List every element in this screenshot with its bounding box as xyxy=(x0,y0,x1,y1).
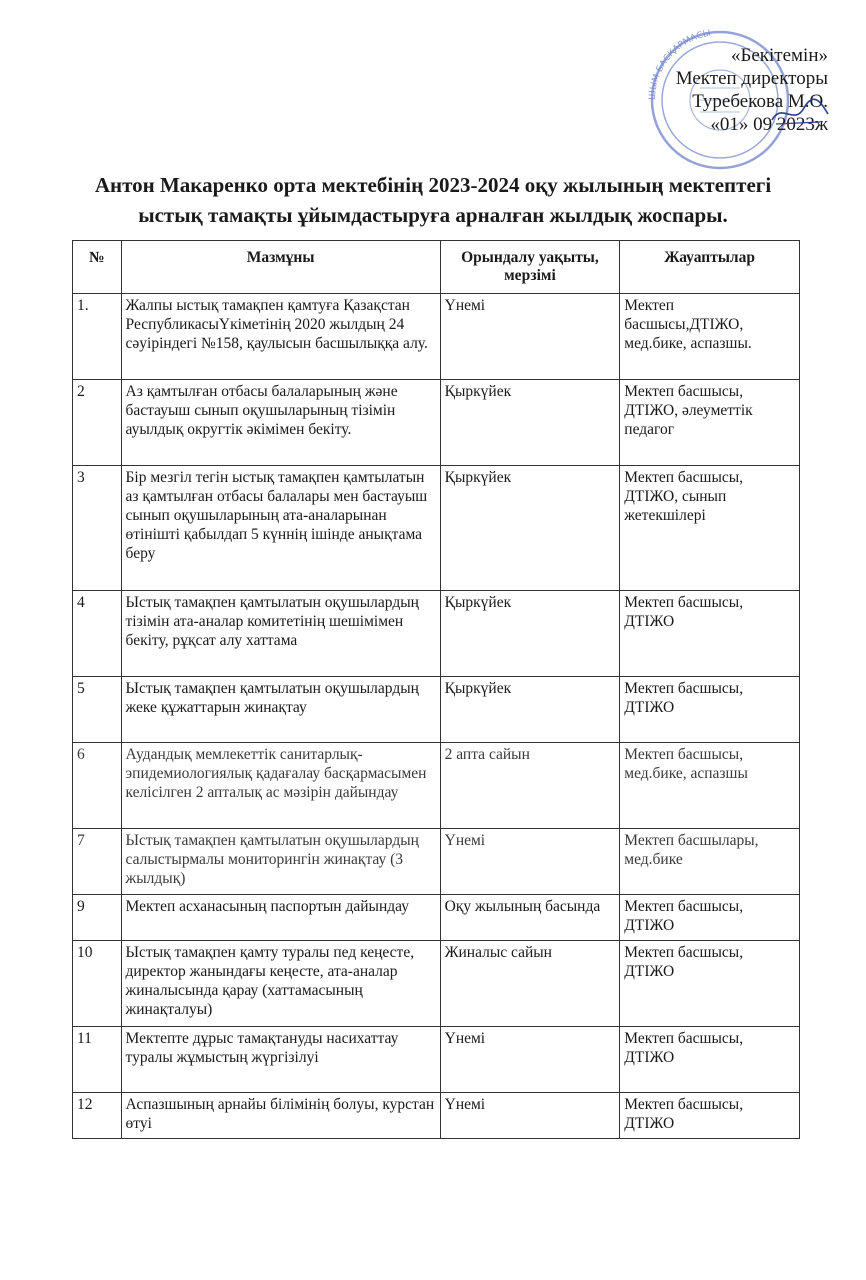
row-num: 5 xyxy=(73,677,122,743)
row-responsible: Мектеп басшысы,ДТІЖО, мед.бике, аспазшы. xyxy=(620,294,800,380)
row-time: Қыркүйек xyxy=(440,466,620,591)
table-row xyxy=(73,1027,800,1093)
row-content: Ыстық тамақпен қамтылатын оқушылардың салыстырмалы мониторингін жинақтау (3 жылдық) xyxy=(121,829,440,895)
row-content: Ыстық тамақпен қамтылатын оқушылардың жеке құжаттарын жинақтау xyxy=(121,677,440,743)
row-num: 6 xyxy=(73,743,122,829)
row-num: 12 xyxy=(73,1093,122,1139)
row-time: Жиналыс сайын xyxy=(440,941,620,1027)
row-content: Мектеп асханасының паспортын дайындау xyxy=(121,895,440,941)
row-content: Бір мезгіл тегін ыстық тамақпен қамтылатын аз қамтылған отбасы балалары мен бастауыш сынып оқушыларының ата-аналарынан өтінішті қабылдап 5 күннің ішінде анықтама беру xyxy=(121,466,440,591)
row-content: Аспазшының арнайы білімінің болуы, курстан өтуі xyxy=(121,1093,440,1139)
row-content: Мектепте дұрыс тамақтануды насихаттау туралы жұмыстың жүргізілуі xyxy=(121,1027,440,1093)
row-responsible: Мектеп басшысы, ДТІЖО xyxy=(620,591,800,677)
row-time: Оқу жылының басында xyxy=(440,895,620,941)
table-row xyxy=(73,895,800,941)
stamp-text: ШЫМ БАСҚАРМАСЫ xyxy=(647,28,712,101)
row-num: 7 xyxy=(73,829,122,895)
table-header-row xyxy=(73,241,800,294)
row-time: Қыркүйек xyxy=(440,380,620,466)
row-responsible: Мектеп басшылары, мед.бике xyxy=(620,829,800,895)
table-row xyxy=(73,1093,800,1139)
signature xyxy=(770,98,830,128)
table-row xyxy=(73,466,800,591)
table-row xyxy=(73,743,800,829)
row-num: 3 xyxy=(73,466,122,591)
row-time: Қыркүйек xyxy=(440,677,620,743)
document-title xyxy=(0,170,866,230)
row-num: 11 xyxy=(73,1027,122,1093)
row-content: Ыстық тамақпен қамтылатын оқушылардың тізімін ата-аналар комитетінің шешімімен бекіту, рұқсат алу хаттама xyxy=(121,591,440,677)
row-time: Үнемі xyxy=(440,829,620,895)
row-responsible: Мектеп басшысы, ДТІЖО xyxy=(620,677,800,743)
row-num: 1. xyxy=(73,294,122,380)
table-row xyxy=(73,380,800,466)
row-content: Аудандық мемлекеттік санитарлық-эпидемиологиялық қадағалау басқармасымен келісілген 2 апталық ас мәзірін дайындау xyxy=(121,743,440,829)
title-line-1: Антон Макаренко орта мектебінің 2023-2024 оқу жылының мектептегі xyxy=(94,173,772,197)
row-num: 4 xyxy=(73,591,122,677)
row-time: Үнемі xyxy=(440,1027,620,1093)
table-row xyxy=(73,591,800,677)
table-row xyxy=(73,829,800,895)
approval-heading: «Бекітемін» xyxy=(730,45,828,66)
row-responsible: Мектеп басшысы, ДТІЖО xyxy=(620,895,800,941)
approval-position: Мектеп директоры xyxy=(675,68,828,89)
row-time: Үнемі xyxy=(440,294,620,380)
row-content: Ыстық тамақпен қамту туралы пед кеңесте, директор жанындағы кеңесте, ата-аналар жиналысында қарау (хаттамасының жинақталуы) xyxy=(121,941,440,1027)
table-row xyxy=(73,294,800,380)
plan-table xyxy=(72,240,800,1139)
row-content: Жалпы ыстық тамақпен қамтуға Қазақстан РеспубликасыҮкіметінің 2020 жылдың 24 сәуіріндегі №158, қаулысын басшылыққа алу. xyxy=(121,294,440,380)
row-num: 9 xyxy=(73,895,122,941)
row-responsible: Мектеп басшысы, ДТІЖО, сынып жетекшілері xyxy=(620,466,800,591)
table-row xyxy=(73,677,800,743)
header-responsible: Жауаптылар xyxy=(620,241,800,294)
header-time: Орындалу уақыты, мерзімі xyxy=(440,241,620,294)
header-content: Мазмұны xyxy=(121,241,440,294)
row-responsible: Мектеп басшысы, ДТІЖО xyxy=(620,1027,800,1093)
table-row xyxy=(73,941,800,1027)
row-time: Қыркүйек xyxy=(440,591,620,677)
row-time: 2 апта сайын xyxy=(440,743,620,829)
row-responsible: Мектеп басшысы, ДТІЖО xyxy=(620,941,800,1027)
row-time: Үнемі xyxy=(440,1093,620,1139)
row-responsible: Мектеп басшысы, мед.бике, аспазшы xyxy=(620,743,800,829)
approval-name: Туребекова М.О. xyxy=(692,91,828,112)
header-num: № xyxy=(73,241,122,294)
row-content: Аз қамтылған отбасы балаларының және бастауыш сынып оқушыларының тізімін ауылдық округтік әкімімен бекіту. xyxy=(121,380,440,466)
row-responsible: Мектеп басшысы, ДТІЖО, әлеуметтік педагог xyxy=(620,380,800,466)
row-num: 10 xyxy=(73,941,122,1027)
title-line-2: ыстық тамақты ұйымдастыруға арналған жылдық жоспары. xyxy=(138,203,728,227)
row-num: 2 xyxy=(73,380,122,466)
approval-date: «01» 09 2023ж xyxy=(710,114,828,135)
row-responsible: Мектеп басшысы, ДТІЖО xyxy=(620,1093,800,1139)
